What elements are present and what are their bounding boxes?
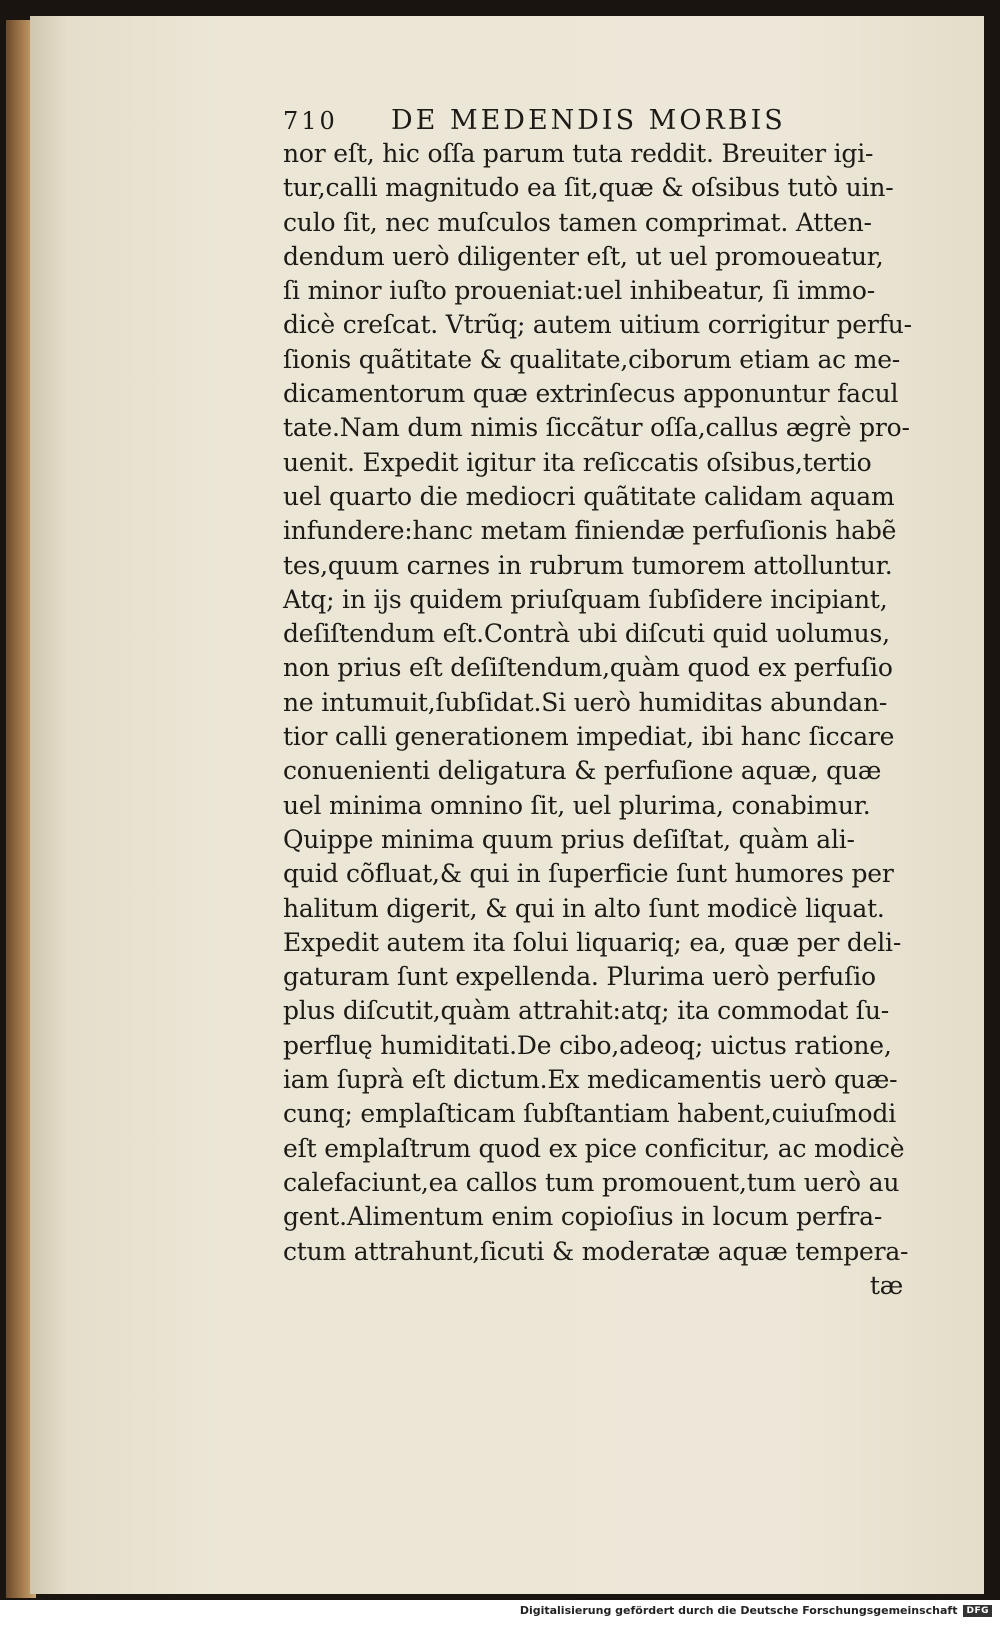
text-line: infundere:hanc metam finiendæ perfuſionis habẽ — [283, 516, 897, 546]
text-line: ne intumuit,ſubſidat.Si uerò humiditas abundan- — [283, 687, 888, 717]
text-line: calefaciunt,ea callos tum promouent,tum uerò au — [283, 1167, 900, 1197]
text-line: Atq; in ijs quidem priuſquam ſubſidere incipiant, — [283, 584, 888, 614]
text-line: tur,calli magnitudo ea ſit,quæ & oſsibus tutò uin- — [283, 173, 894, 203]
text-line: cunq; emplaſticam ſubſtantiam habent,cuiuſmodi — [283, 1099, 897, 1129]
text-line: uel quarto die mediocri quãtitate calidam aquam — [283, 481, 895, 511]
text-line: halitum digerit, & qui in alto ſunt modicè liquat. — [283, 893, 885, 923]
text-line: nor eſt, hic oſſa parum tuta reddit. Breuiter igi- — [283, 139, 874, 168]
text-line: conuenienti deligatura & perfuſione aquæ, quæ — [283, 756, 882, 786]
dfg-logo: DFG — [963, 1605, 992, 1617]
text-line: dicè creſcat. Vtrũq; autem uitium corrigitur perfu- — [283, 310, 912, 340]
text-line: ſionis quãtitate & qualitate,ciborum etiam ac me- — [283, 344, 901, 374]
catchword: tæ — [869, 1270, 903, 1300]
text-line: gent.Alimentum enim copioſius in locum perfra- — [283, 1202, 883, 1232]
text-line: dicamentorum quæ extrinſecus apponuntur facul — [283, 379, 899, 409]
text-line: plus diſcutit,quàm attrahit:atq; ita commodat ſu- — [283, 996, 889, 1026]
text-line: perfluę humiditati.De cibo,adeoq; uictus ratione, — [283, 1030, 892, 1060]
text-line: uenit. Expedit igitur ita reſiccatis oſsibus,tertio — [283, 447, 872, 477]
running-head — [283, 105, 923, 137]
text-line: Expedit autem ita ſolui liquariq; ea, quæ per deli- — [283, 927, 902, 957]
text-line: culo ſit, nec muſculos tamen comprimat. Atten- — [283, 207, 872, 237]
text-line: eſt emplaſtrum quod ex pice conficitur, ac modicè — [283, 1133, 905, 1163]
text-block — [283, 105, 923, 1303]
text-line: non prius eſt deſiſtendum,quàm quod ex perfuſio — [283, 653, 893, 683]
text-line: tate.Nam dum nimis ſiccãtur oſſa,callus ægrè pro- — [283, 413, 910, 443]
text-line: uel minima omnino ſit, uel plurima, conabimur. — [283, 790, 871, 820]
body-text — [283, 137, 923, 1269]
running-title: DE MEDENDIS MORBIS — [391, 105, 786, 136]
digitization-footer — [520, 1604, 992, 1617]
text-line: Quippe minima quum prius deſiſtat, quàm ali- — [283, 824, 855, 854]
text-line: iam ſuprà eſt dictum.Ex medicamentis uerò quæ- — [283, 1065, 898, 1095]
footer-credit: Digitalisierung gefördert durch die Deutsche Forschungsgemeinschaft — [519, 1604, 958, 1617]
text-line: dendum uerò diligenter eſt, ut uel promoueatur, — [283, 241, 884, 271]
text-line: gaturam ſunt expellenda. Plurima uerò perfuſio — [283, 962, 876, 992]
text-line: quid cõfluat,& qui in ſuperficie ſunt humores per — [283, 859, 894, 889]
text-line: tior calli generationem impediat, ibi hanc ſiccare — [283, 722, 895, 752]
text-line: tes,quum carnes in rubrum tumorem attolluntur. — [283, 550, 893, 580]
text-line: ſi minor iuſto proueniat:uel inhibeatur, ſi immo- — [283, 276, 875, 306]
text-line: deſiſtendum eſt.Contrà ubi diſcuti quid uolumus, — [283, 619, 890, 649]
text-line: ctum attrahunt,ſicuti & moderatæ aquæ tempera- — [283, 1236, 909, 1266]
page-number: 710 — [283, 107, 338, 135]
